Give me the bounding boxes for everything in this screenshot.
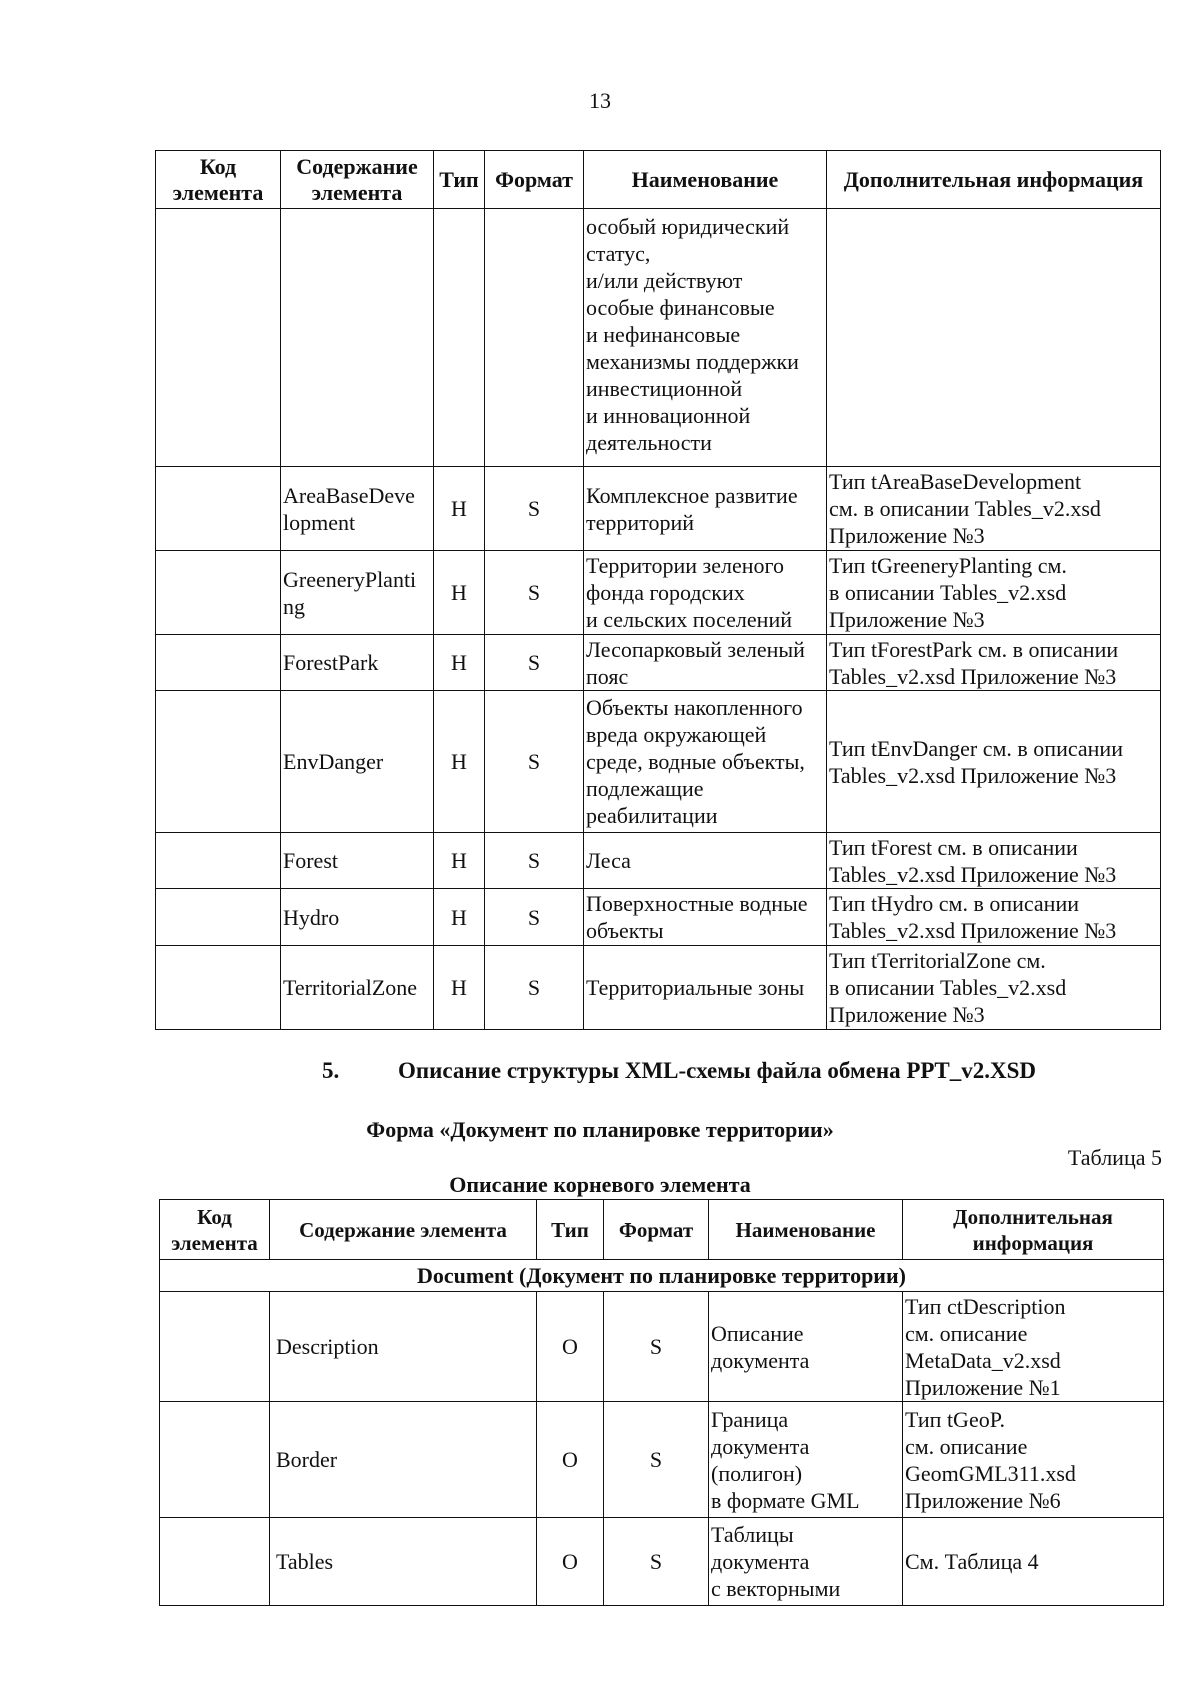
header-info: Дополнительная информация [827, 151, 1161, 209]
group-title: Document (Документ по планировке территории) [160, 1260, 1164, 1292]
cell-name: Объекты накопленного вреда окружающей среде, водные объекты, подлежащие реабилитации [584, 691, 827, 833]
cell-code [156, 467, 281, 551]
cell-name: Территории зеленого фонда городских и сельских поселений [584, 551, 827, 635]
header-type: Тип [537, 1200, 604, 1260]
cell-code [156, 551, 281, 635]
cell-type: Н [434, 889, 485, 946]
cell-name: Поверхностные водные объекты [584, 889, 827, 946]
table-row [156, 209, 1161, 467]
cell-code [160, 1292, 270, 1402]
table-header-row [160, 1200, 1164, 1260]
cell-info: Тип tGeoP. см. описание GeomGML311.xsd Приложение №6 [903, 1402, 1164, 1518]
cell-type: Н [434, 691, 485, 833]
cell-type: О [537, 1292, 604, 1402]
table-row [156, 946, 1161, 1030]
cell-info: Тип tTerritorialZone см. в описании Tables_v2.xsd Приложение №3 [827, 946, 1161, 1030]
root-element-table [159, 1199, 1164, 1606]
cell-format: S [485, 551, 584, 635]
table-row [160, 1402, 1164, 1518]
header-type: Тип [434, 151, 485, 209]
cell-info [827, 209, 1161, 467]
section-title: Описание структуры XML-схемы файла обмена PPT_v2.XSD [398, 1058, 1037, 1083]
cell-format: S [485, 467, 584, 551]
cell-type: Н [434, 833, 485, 889]
cell-format: S [485, 889, 584, 946]
table-row [156, 691, 1161, 833]
header-content: Содержание элемента [281, 151, 434, 209]
cell-type: Н [434, 467, 485, 551]
cell-name: Описание документа [709, 1292, 903, 1402]
table-row [156, 635, 1161, 691]
cell-info: Тип tForest см. в описании Tables_v2.xsd Приложение №3 [827, 833, 1161, 889]
header-format: Формат [604, 1200, 709, 1260]
cell-info: Тип tGreeneryPlanting см. в описании Tables_v2.xsd Приложение №3 [827, 551, 1161, 635]
table-row [156, 467, 1161, 551]
cell-code [156, 635, 281, 691]
cell-format: S [485, 691, 584, 833]
cell-content: Tables [270, 1518, 537, 1606]
header-name: Наименование [709, 1200, 903, 1260]
cell-content: EnvDanger [281, 691, 434, 833]
cell-content: ForestPark [281, 635, 434, 691]
header-content: Содержание элемента [270, 1200, 537, 1260]
cell-name: особый юридический статус, и/или действуют особые финансовые и нефинансовые механизмы поддержки инвестиционной и инновационной деятельности [584, 209, 827, 467]
group-row [160, 1260, 1164, 1292]
header-code: Код элемента [156, 151, 281, 209]
top-table [155, 150, 1161, 1030]
cell-name: Леса [584, 833, 827, 889]
cell-format: S [604, 1402, 709, 1518]
cell-info: Тип tEnvDanger см. в описании Tables_v2.xsd Приложение №3 [827, 691, 1161, 833]
cell-code [156, 209, 281, 467]
cell-info: Тип ctDescription см. описание MetaData_v2.xsd Приложение №1 [903, 1292, 1164, 1402]
cell-content: Border [270, 1402, 537, 1518]
table-caption: Описание корневого элемента [449, 1172, 751, 1197]
table-row [156, 833, 1161, 889]
cell-info: Тип tHydro см. в описании Tables_v2.xsd Приложение №3 [827, 889, 1161, 946]
cell-name: Таблицы документа с векторными [709, 1518, 903, 1606]
header-code: Код элемента [160, 1200, 270, 1260]
header-format: Формат [485, 151, 584, 209]
cell-name: Граница документа (полигон) в формате GML [709, 1402, 903, 1518]
cell-format: S [604, 1518, 709, 1606]
cell-code [156, 833, 281, 889]
cell-type: Н [434, 551, 485, 635]
cell-format [485, 209, 584, 467]
cell-code [160, 1402, 270, 1518]
cell-code [156, 889, 281, 946]
table-header-row [156, 151, 1161, 209]
table-row [156, 551, 1161, 635]
table-label: Таблица 5 [1067, 1145, 1162, 1170]
cell-type [434, 209, 485, 467]
cell-code [156, 691, 281, 833]
cell-format: S [604, 1292, 709, 1402]
cell-format: S [485, 946, 584, 1030]
cell-type: Н [434, 946, 485, 1030]
cell-name: Комплексное развитие территорий [584, 467, 827, 551]
cell-name: Лесопарковый зеленый пояс [584, 635, 827, 691]
form-title: Форма «Документ по планировке территории» [366, 1117, 834, 1142]
table-row [160, 1518, 1164, 1606]
cell-content: AreaBaseDeve lopment [281, 467, 434, 551]
cell-type: О [537, 1402, 604, 1518]
cell-code [160, 1518, 270, 1606]
header-name: Наименование [584, 151, 827, 209]
cell-content: Hydro [281, 889, 434, 946]
cell-content [281, 209, 434, 467]
cell-name: Территориальные зоны [584, 946, 827, 1030]
table-row [156, 889, 1161, 946]
section-number: 5. [322, 1058, 340, 1083]
table-row [160, 1292, 1164, 1402]
cell-content: TerritorialZone [281, 946, 434, 1030]
cell-info: Тип tForestPark см. в описании Tables_v2.xsd Приложение №3 [827, 635, 1161, 691]
cell-format: S [485, 833, 584, 889]
cell-code [156, 946, 281, 1030]
page-number: 13 [589, 88, 611, 113]
cell-content: Description [270, 1292, 537, 1402]
cell-content: Forest [281, 833, 434, 889]
cell-type: О [537, 1518, 604, 1606]
cell-content: GreeneryPlanti ng [281, 551, 434, 635]
cell-info: См. Таблица 4 [903, 1518, 1164, 1606]
cell-type: Н [434, 635, 485, 691]
header-info: Дополнительная информация [903, 1200, 1164, 1260]
cell-format: S [485, 635, 584, 691]
cell-info: Тип tAreaBaseDevelopment см. в описании Tables_v2.xsd Приложение №3 [827, 467, 1161, 551]
